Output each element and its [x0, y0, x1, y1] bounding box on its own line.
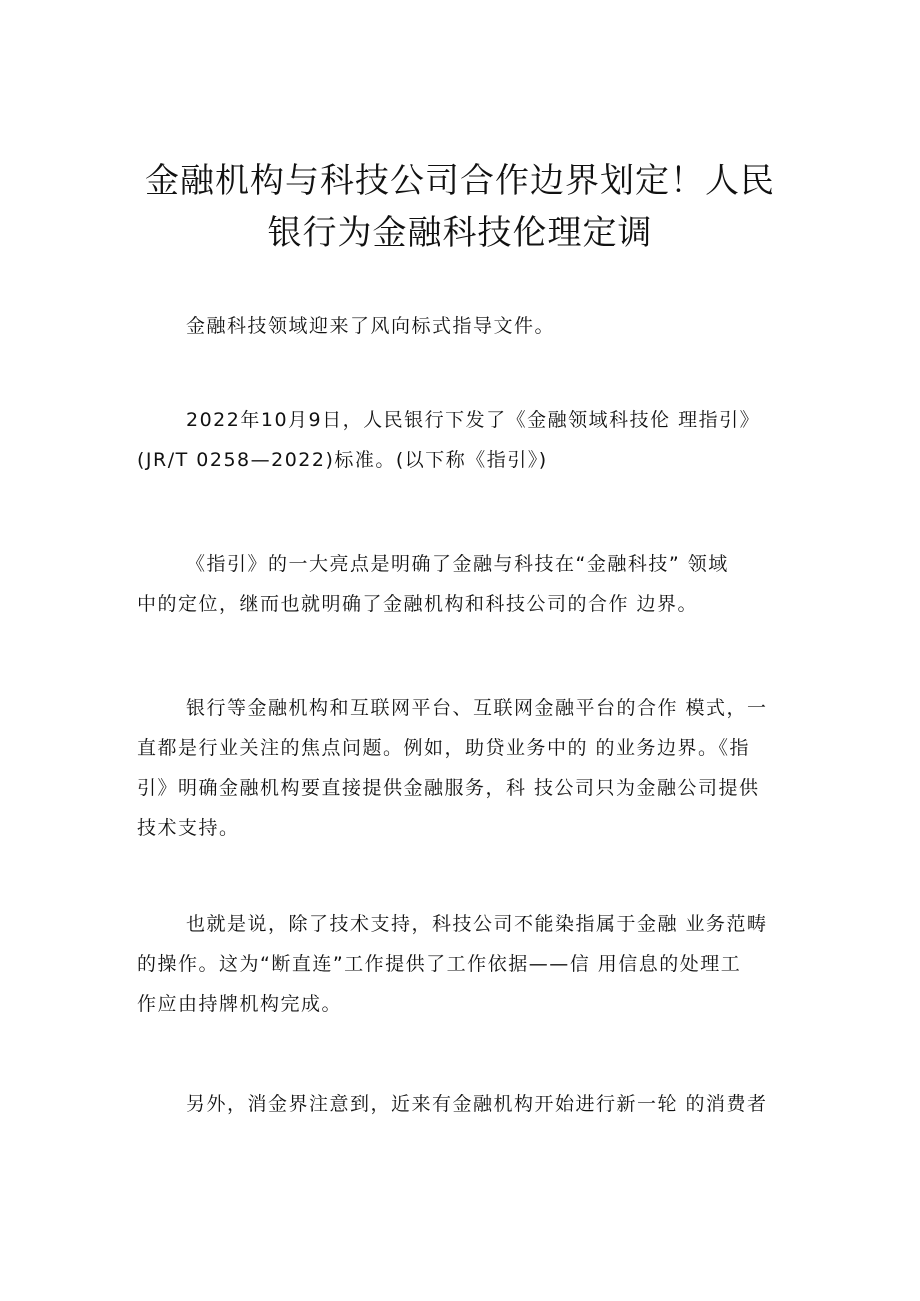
paragraph-highlight	[137, 544, 792, 624]
paragraph-line: 中的定位，继而也就明确了金融机构和科技公司的合作 边界。	[137, 593, 699, 615]
title-line: 金融机构与科技公司合作边界划定！人民	[145, 161, 775, 201]
paragraph-line: 2022年10月9日，人民银行下发了《金融领域科技伦 理指引》	[186, 409, 761, 431]
paragraph-line: 技术支持。	[137, 817, 240, 839]
paragraph-date	[137, 400, 792, 480]
paragraph-additional	[137, 1084, 792, 1124]
paragraph-line: 《指引》的一大亮点是明确了金融与科技在“金融科技” 领域	[186, 553, 729, 575]
title-line: 银行为金融科技伦理定调	[267, 213, 653, 253]
paragraph-line: 直都是行业关注的焦点问题。例如，助贷业务中的 的业务边界。《指	[137, 737, 751, 759]
paragraph-line: 另外，消金界注意到，近来有金融机构开始进行新一轮 的消费者	[186, 1093, 768, 1115]
paragraph-line: 引》明确金融机构要直接提供金融服务，科 技公司只为金融公司提供	[137, 777, 760, 799]
paragraph-boundary	[137, 904, 792, 1024]
paragraph-line: 的操作。这为“断直连”工作提供了工作依据——信 用信息的处理工	[137, 953, 742, 975]
paragraph-line: 作应由持牌机构完成。	[137, 993, 343, 1015]
document-title	[130, 155, 790, 259]
paragraph-line: 也就是说，除了技术支持，科技公司不能染指属于金融 业务范畴	[186, 913, 768, 935]
paragraph-line: 银行等金融机构和互联网平台、互联网金融平台的合作 模式，一	[186, 697, 768, 719]
paragraph-line: 金融科技领域迎来了风向标式指导文件。	[186, 315, 556, 337]
paragraph-intro	[137, 306, 792, 346]
paragraph-cooperation	[137, 688, 792, 848]
paragraph-line: (JR/T 0258—2022)标准。(以下称《指引》)	[137, 449, 548, 471]
